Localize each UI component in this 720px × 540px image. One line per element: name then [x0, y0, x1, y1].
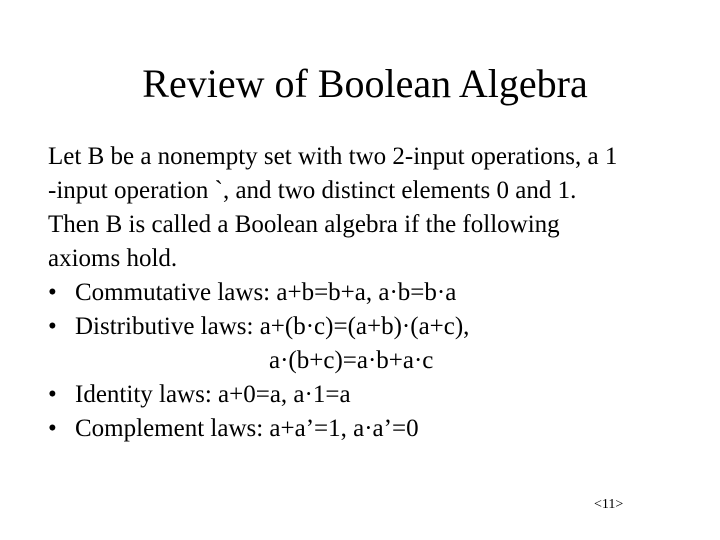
bullet-marker: • [48, 279, 57, 306]
bullet-marker: • [48, 313, 57, 340]
bullet-text: Identity laws: a+0=a, a·1=a [75, 381, 351, 408]
bullet-text: Commutative laws: a+b=b+a, a·b=b·a [75, 279, 457, 306]
bullet-complement [48, 412, 708, 446]
distributive-continuation: a·(b+c)=a·b+a·c [269, 347, 434, 374]
bullet-commutative [48, 276, 708, 310]
intro-line-1: Let B be a nonempty set with two 2-input operations, a 1 [48, 143, 618, 170]
slide-body [48, 140, 708, 446]
bullet-text: Complement laws: a+a’=1, a·a’=0 [75, 415, 419, 442]
intro-line-4: axioms hold. [48, 245, 178, 272]
intro-line-3: Then B is called a Boolean algebra if the following [48, 211, 560, 238]
bullet-marker: • [48, 381, 57, 408]
page-number: <11> [594, 497, 624, 512]
bullet-marker: • [48, 415, 57, 442]
bullet-distributive [48, 310, 708, 344]
bullet-text: Distributive laws: a+(b·c)=(a+b)·(a+c), [75, 313, 470, 340]
slide-title: Review of Boolean Algebra [142, 61, 588, 106]
intro-line-2: -input operation `, and two distinct elements 0 and 1. [48, 177, 577, 204]
bullet-identity [48, 378, 708, 412]
